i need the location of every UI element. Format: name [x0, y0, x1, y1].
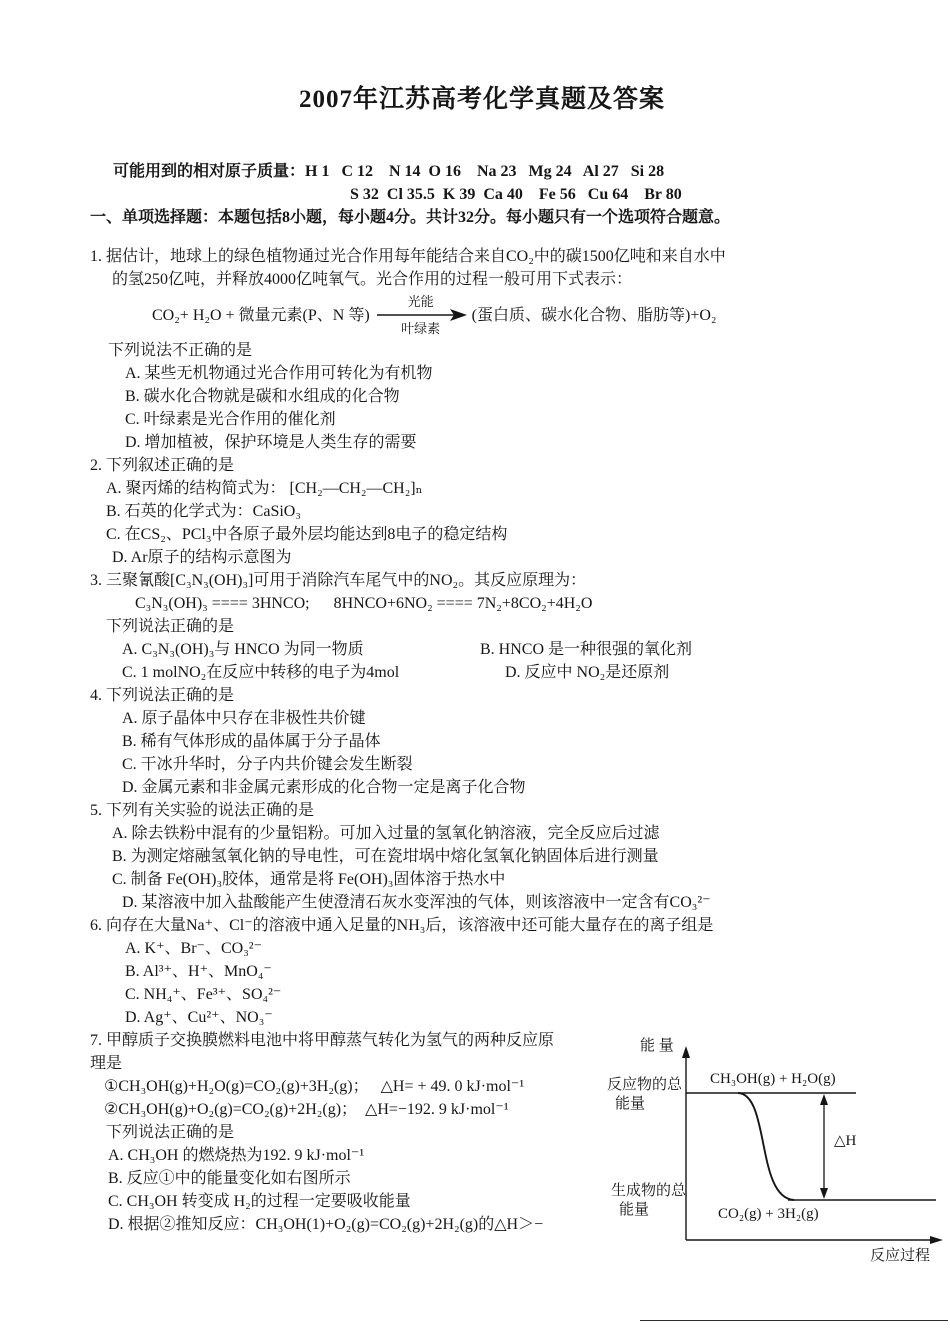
- reaction-condition-arrow: [375, 294, 467, 336]
- q7-prompt: 下列说法正确的是: [106, 1124, 235, 1141]
- section-header: 一、单项选择题：本题包括8小题，每小题4分。共计32分。每小题只有一个选项符合题意。: [90, 209, 731, 226]
- arrow-condition-top: 光能: [407, 294, 434, 309]
- q1-stem-line-1: 1. 据估计，地球上的绿色植物通过光合作用每年能结合来自CO₂中的碳1500亿吨和来自水中: [90, 248, 726, 265]
- q5-option-a: A. 除去铁粉中混有的少量铝粉。可加入过量的氢氧化钠溶液，完全反应后过滤: [112, 825, 660, 842]
- question-2: [90, 454, 874, 569]
- q3-options-row-2: [90, 661, 874, 684]
- question-4: [90, 684, 874, 799]
- q1-option-b: B. 碳水化合物就是碳和水组成的化合物: [125, 388, 400, 405]
- question-1: [90, 245, 874, 454]
- equation-left: CO₂+ H₂O + 微量元素(P、N 等): [152, 306, 370, 324]
- product-energy-label-line-2: 能量: [619, 1202, 650, 1218]
- q7-option-c: C. CH₃OH 转变成 H₂的过程一定要吸收能量: [108, 1193, 411, 1210]
- q3-options-row-1: [90, 638, 874, 661]
- q4-option-c: C. 干冰升华时，分子内共价键会发生断裂: [122, 756, 413, 773]
- q7-option-b: B. 反应①中的能量变化如右图所示: [108, 1170, 351, 1187]
- delta-h-label: △H: [834, 1133, 857, 1149]
- energy-axis-label: 能 量: [640, 1038, 674, 1054]
- atomic-masses-line-1: 可能用到的相对原子质量：H 1 C 12 N 14 O 16 Na 23 Mg 24 Al 27 Si 28: [113, 163, 665, 180]
- q3-option-c: C. 1 molNO₂在反应中转移的电子为4mol: [122, 664, 400, 681]
- q7-stem-line-2: 理是: [90, 1055, 123, 1072]
- q4-option-b: B. 稀有气体形成的晶体属于分子晶体: [122, 733, 381, 750]
- question-3: [90, 569, 874, 684]
- q6-stem: 6. 向存在大量Na⁺、Cl⁻的溶液中通入足量的NH₃后，该溶液中还可能大量存在的离子组是: [90, 917, 714, 934]
- q6-option-a: A. K⁺、Br⁻、CO₃²⁻: [125, 940, 263, 957]
- figure-frame-line: [640, 1320, 948, 1321]
- q4-option-d: D. 金属元素和非金属元素形成的化合物一定是离子化合物: [122, 779, 526, 796]
- q7-equation-2: ②CH₃OH(g)+O₂(g)=CO₂(g)+2H₂(g)； △H=−192. 9 kJ·mol⁻¹: [104, 1101, 509, 1118]
- q2-option-a: A. 聚丙烯的结构简式为： [CH₂—CH₂—CH₂]ₙ: [106, 480, 423, 497]
- q1-photosynthesis-equation: [90, 291, 874, 339]
- q2-option-d: D. Ar原子的结构示意图为: [112, 549, 292, 566]
- q3-option-b: B. HNCO 是一种很强的氧化剂: [480, 641, 693, 658]
- q5-option-d: D. 某溶液中加入盐酸能产生使澄清石灰水变浑浊的气体，则该溶液中一定含有CO₃²⁻: [122, 894, 711, 911]
- question-5: [90, 799, 874, 914]
- q1-option-d: D. 增加植被，保护环境是人类生存的需要: [125, 434, 417, 451]
- q2-option-b: B. 石英的化学式为：CaSiO₃: [106, 503, 301, 520]
- product-formula-label: CO₂(g) + 3H₂(g): [718, 1206, 819, 1222]
- q6-option-c: C. NH₄⁺、Fe³⁺、SO₄²⁻: [125, 986, 282, 1003]
- q7-stem-line-1: 7. 甲醇质子交换膜燃料电池中将甲醇蒸气转化为氢气的两种反应原: [90, 1032, 555, 1049]
- q5-option-b: B. 为测定熔融氢氧化钠的导电性，可在瓷坩埚中熔化氢氧化钠固体后进行测量: [112, 848, 659, 865]
- right-arrow-icon: [375, 309, 467, 321]
- q3-stem: 3. 三聚氰酸[C₃N₃(OH)₃]可用于消除汽车尾气中的NO₂。其反应原理为：: [90, 572, 587, 589]
- page-title: 2007年江苏高考化学真题及答案: [298, 86, 665, 113]
- q4-stem: 4. 下列说法正确的是: [90, 687, 235, 704]
- q3-option-d: D. 反应中 NO₂是还原剂: [505, 664, 670, 681]
- question-7: [90, 1029, 595, 1236]
- arrow-condition-bottom: 叶绿素: [401, 321, 441, 336]
- q4-option-a: A. 原子晶体中只存在非极性共价键: [122, 710, 366, 727]
- q7-option-d: D. 根据②推知反应：CH₃OH(1)+O₂(g)=CO₂(g)+2H₂(g)的△H＞−: [108, 1216, 544, 1233]
- reactant-formula-label: CH₃OH(g) + H₂O(g): [710, 1071, 836, 1087]
- q3-prompt: 下列说法正确的是: [106, 618, 235, 635]
- product-energy-label-line-1: 生成物的总: [611, 1183, 687, 1199]
- q1-option-c: C. 叶绿素是光合作用的催化剂: [125, 411, 336, 428]
- reactant-energy-label-line-2: 能量: [615, 1096, 646, 1112]
- reactant-energy-label-line-1: 反应物的总: [607, 1077, 683, 1093]
- q3-option-a: A. C₃N₃(OH)₃与 HNCO 为同一物质: [122, 641, 364, 658]
- q1-stem-line-2: 的氢250亿吨，并释放4000亿吨氧气。光合作用的过程一般可用下式表示：: [112, 271, 633, 288]
- q5-option-c: C. 制备 Fe(OH)₃胶体，通常是将 Fe(OH)₃固体溶于热水中: [112, 871, 506, 888]
- q3-equation: C₃N₃(OH)₃ ==== 3HNCO; 8HNCO+6NO₂ ==== 7N₂+8CO₂+4H₂O: [135, 595, 593, 612]
- atomic-masses-line-2: S 32 Cl 35.5 K 39 Ca 40 Fe 56 Cu 64 Br 80: [350, 186, 682, 203]
- q7-equation-1: ①CH₃OH(g)+H₂O(g)=CO₂(g)+3H₂(g)； △H= + 49. 0 kJ·mol⁻¹: [104, 1078, 525, 1095]
- energy-diagram: [598, 1034, 950, 1334]
- q2-stem: 2. 下列叙述正确的是: [90, 457, 235, 474]
- q2-option-c: C. 在CS₂、PCl₃中各原子最外层均能达到8电子的稳定结构: [106, 526, 508, 543]
- q5-stem: 5. 下列有关实验的说法正确的是: [90, 802, 315, 819]
- equation-right: (蛋白质、碳水化合物、脂肪等)+O₂: [471, 306, 717, 324]
- q1-prompt: 下列说法不正确的是: [108, 342, 253, 359]
- question-6: [90, 914, 874, 1029]
- q6-option-d: D. Ag⁺、Cu²⁺、NO₃⁻: [125, 1009, 273, 1026]
- q1-option-a: A. 某些无机物通过光合作用可转化为有机物: [125, 365, 433, 382]
- q7-option-a: A. CH₃OH 的燃烧热为192. 9 kJ·mol⁻¹: [108, 1147, 365, 1164]
- q6-option-b: B. Al³⁺、H⁺、MnO₄⁻: [125, 963, 272, 980]
- reaction-progress-axis-label: 反应过程: [870, 1248, 931, 1264]
